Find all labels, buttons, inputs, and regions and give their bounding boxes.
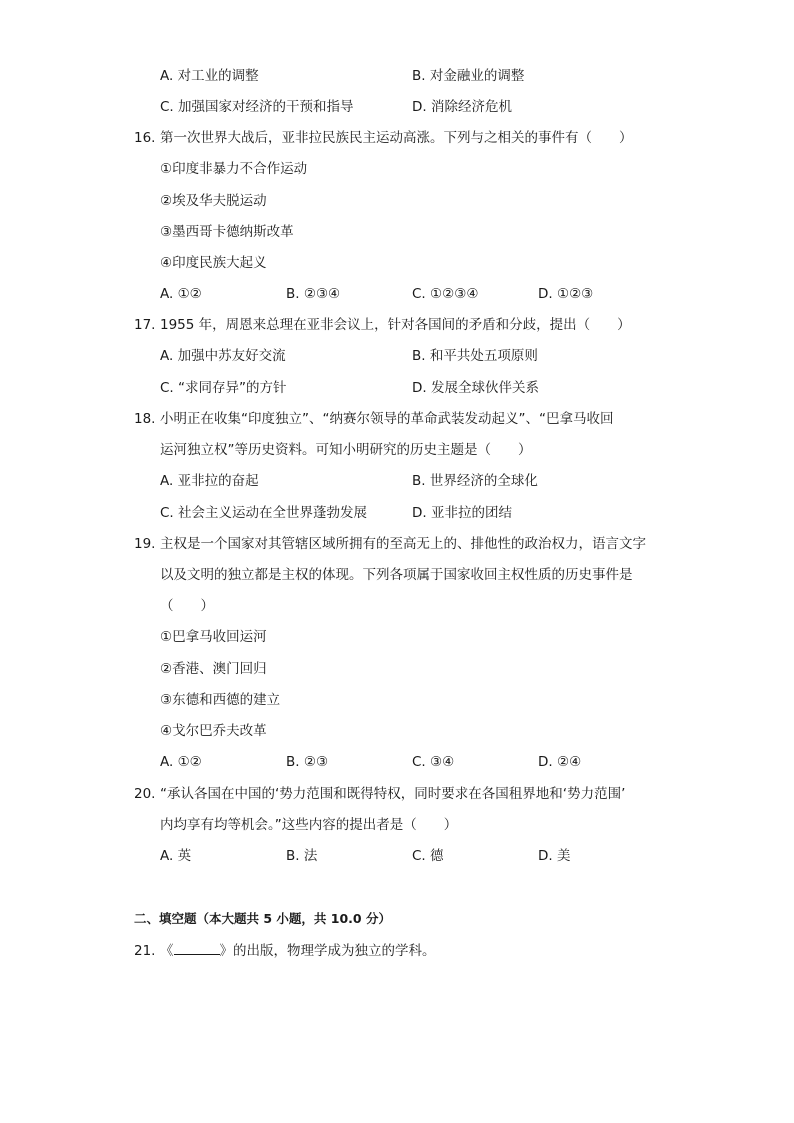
q19-item-1: ①巴拿马收回运河 [160,629,267,645]
q18-option-a: A. 亚非拉的奋起 [160,473,259,489]
q20-stem-line-1: “承认各国在中国的‘势力范围和既得特权，同时要求在各国租界地和‘势力范围’ [160,786,626,802]
q15-option-b: B. 对金融业的调整 [412,68,525,84]
q16-item-3: ③墨西哥卡德纳斯改革 [160,224,294,240]
q18-stem-line-2: 运河独立权”等历史资料。可知小明研究的历史主题是（ ） [160,442,532,458]
q18-option-c: C. 社会主义运动在全世界蓬勃发展 [160,505,368,521]
q16-option-d: D. ①②③ [538,286,594,302]
q18-number: 18. [134,411,156,427]
q17-option-c: C. “求同存异”的方针 [160,380,287,396]
q16-item-4: ④印度民族大起义 [160,255,267,271]
q19-item-2: ②香港、澳门回归 [160,661,267,677]
q17-option-b: B. 和平共处五项原则 [412,348,538,364]
q19-option-d: D. ②④ [538,754,582,770]
q18-option-b: B. 世界经济的全球化 [412,473,538,489]
q15-option-a: A. 对工业的调整 [160,68,259,84]
q18-option-d: D. 亚非拉的团结 [412,505,512,521]
q16-item-1: ①印度非暴力不合作运动 [160,161,308,177]
q16-option-a: A. ①② [160,286,202,302]
q21-stem [160,942,436,960]
q15-option-c: C. 加强国家对经济的干预和指导 [160,99,354,115]
q18-stem-line-1: 小明正在收集“印度独立”、“纳赛尔领导的革命武装发动起义”、“巴拿马收回 [160,411,614,427]
q20-number: 20. [134,786,156,802]
q20-option-d: D. 美 [538,848,571,864]
q19-option-a: A. ①② [160,754,202,770]
q17-number: 17. [134,317,156,333]
q20-option-a: A. 英 [160,848,192,864]
q17-option-d: D. 发展全球伙伴关系 [412,380,539,396]
q19-stem-line-3: （ ） [160,598,214,614]
q19-option-c: C. ③④ [412,754,455,770]
q19-item-3: ③东德和西德的建立 [160,692,281,708]
q17-stem: 1955 年，周恩来总理在亚非会议上，针对各国间的矛盾和分歧，提出（ ） [160,317,631,333]
section-title-fill-in: 二、填空题（本大题共 5 小题，共 10.0 分） [134,911,391,926]
q16-option-c: C. ①②③④ [412,286,479,302]
q19-item-4: ④戈尔巴乔夫改革 [160,723,267,739]
q19-number: 19. [134,536,156,552]
q19-stem-line-2: 以及文明的独立都是主权的体现。下列各项属于国家收回主权性质的历史事件是 [160,567,633,583]
q20-option-b: B. 法 [286,848,318,864]
q19-option-b: B. ②③ [286,754,329,770]
q16-option-b: B. ②③④ [286,286,341,302]
q21-suffix: 》的出版，物理学成为独立的学科。 [219,943,436,959]
q21-number: 21. [134,943,156,959]
q20-stem-line-2: 内均享有均等机会。”这些内容的提出者是（ ） [160,817,458,833]
q17-option-a: A. 加强中苏友好交流 [160,348,286,364]
q15-option-d: D. 消除经济危机 [412,99,512,115]
q20-option-c: C. 德 [412,848,444,864]
q19-stem-line-1: 主权是一个国家对其管辖区域所拥有的至高无上的、排他性的政治权力，语言文字 [160,536,646,552]
q21-answer-blank[interactable] [174,942,220,955]
q21-prefix: 《 [160,943,174,959]
q16-item-2: ②埃及华夫脱运动 [160,193,267,209]
q16-stem: 第一次世界大战后，亚非拉民族民主运动高涨。下列与之相关的事件有（ ） [160,130,633,146]
q16-number: 16. [134,130,156,146]
